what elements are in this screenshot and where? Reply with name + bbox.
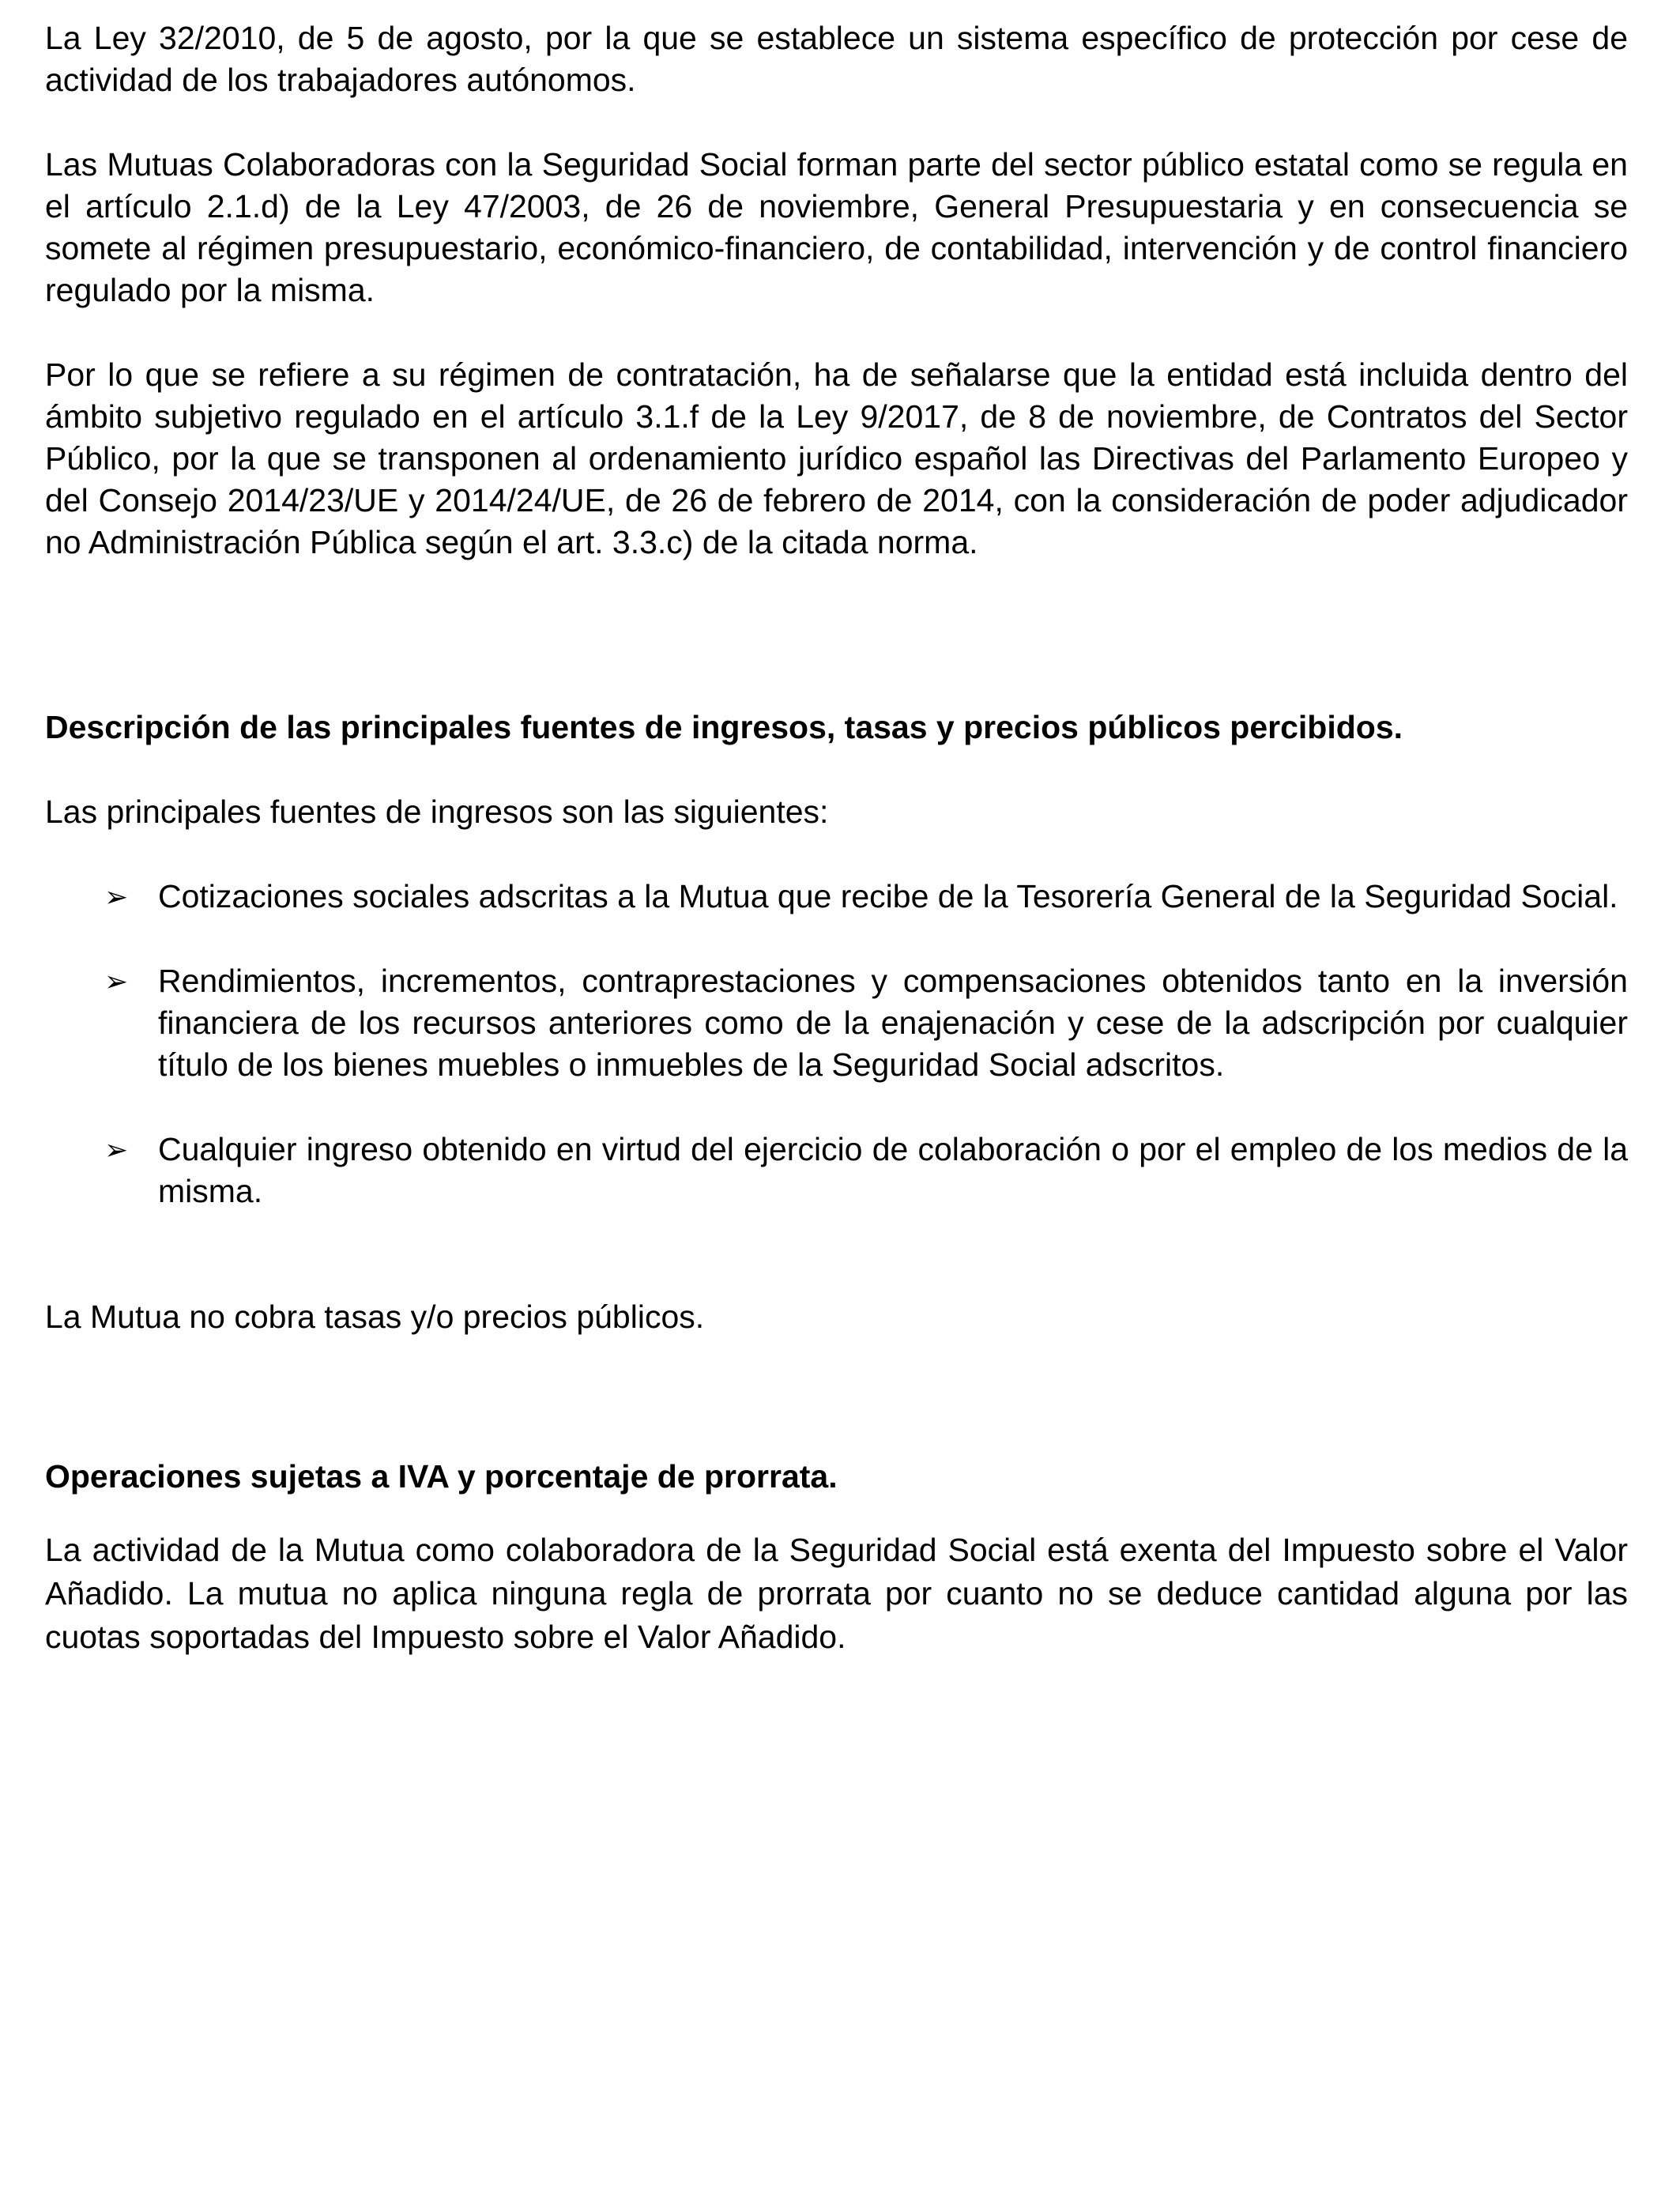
paragraph-mutuas-sector-publico: Las Mutuas Colaboradoras con la Seguridad Social forman parte del sector público estatal como se regula en el artículo 2.1.d) de la Ley 47/2003, de 26 de noviembre, General Presupuestaria y en consecuencia se somete al régimen presupuestario, económico-financiero, de contabilidad, intervención y de control financiero regulado por la misma.	[45, 146, 1628, 308]
list-item	[45, 876, 1628, 918]
paragraph-exencion-iva: La actividad de la Mutua como colaboradora de la Seguridad Social está exenta del Impuesto sobre el Valor Añadido. La mutua no aplica ninguna regla de prorrata por cuanto no se deduce cantidad alguna por las cuotas soportadas del Impuesto sobre el Valor Añadido.	[45, 1532, 1628, 1655]
document-page	[45, 17, 1628, 1659]
income-sources-list	[45, 876, 1628, 1212]
arrow-bullet-icon: ➢	[104, 965, 129, 997]
heading-fuentes-ingresos: Descripción de las principales fuentes de ingresos, tasas y precios públicos percibidos.	[45, 709, 1403, 745]
paragraph-principales-fuentes: Las principales fuentes de ingresos son las siguientes:	[45, 794, 829, 830]
paragraph-no-tasas: La Mutua no cobra tasas y/o precios públicos.	[45, 1299, 705, 1335]
arrow-bullet-icon: ➢	[104, 1133, 129, 1166]
list-item-text: Cualquier ingreso obtenido en virtud del ejercicio de colaboración o por el empleo de los medios de la misma.	[158, 1131, 1628, 1209]
paragraph-regimen-contratacion: Por lo que se refiere a su régimen de contratación, ha de señalarse que la entidad está incluida dentro del ámbito subjetivo regulado en el artículo 3.1.f de la Ley 9/2017, de 8 de noviembre, de Contratos del Sector Público, por la que se transponen al ordenamiento jurídico español las Directivas del Parlamento Europeo y del Consejo 2014/23/UE y 2014/24/UE, de 26 de febrero de 2014, con la consideración de poder adjudicador no Administración Pública según el art. 3.3.c) de la citada norma.	[45, 356, 1628, 560]
list-item-text: Rendimientos, incrementos, contraprestaciones y compensaciones obtenidos tanto en la inversión financiera de los recursos anteriores como de la enajenación y cese de la adscripción por cualquier título de los bienes muebles o inmuebles de la Seguridad Social adscritos.	[158, 963, 1628, 1083]
list-item	[45, 960, 1628, 1086]
list-item	[45, 1129, 1628, 1212]
arrow-bullet-icon: ➢	[104, 880, 129, 913]
list-item-text: Cotizaciones sociales adscritas a la Mutua que recibe de la Tesorería General de la Seguridad Social.	[158, 878, 1618, 914]
paragraph-ley-32-2010: La Ley 32/2010, de 5 de agosto, por la que se establece un sistema específico de protección por cese de actividad de los trabajadores autónomos.	[45, 20, 1628, 98]
heading-operaciones-iva: Operaciones sujetas a IVA y porcentaje de prorrata.	[45, 1458, 838, 1495]
